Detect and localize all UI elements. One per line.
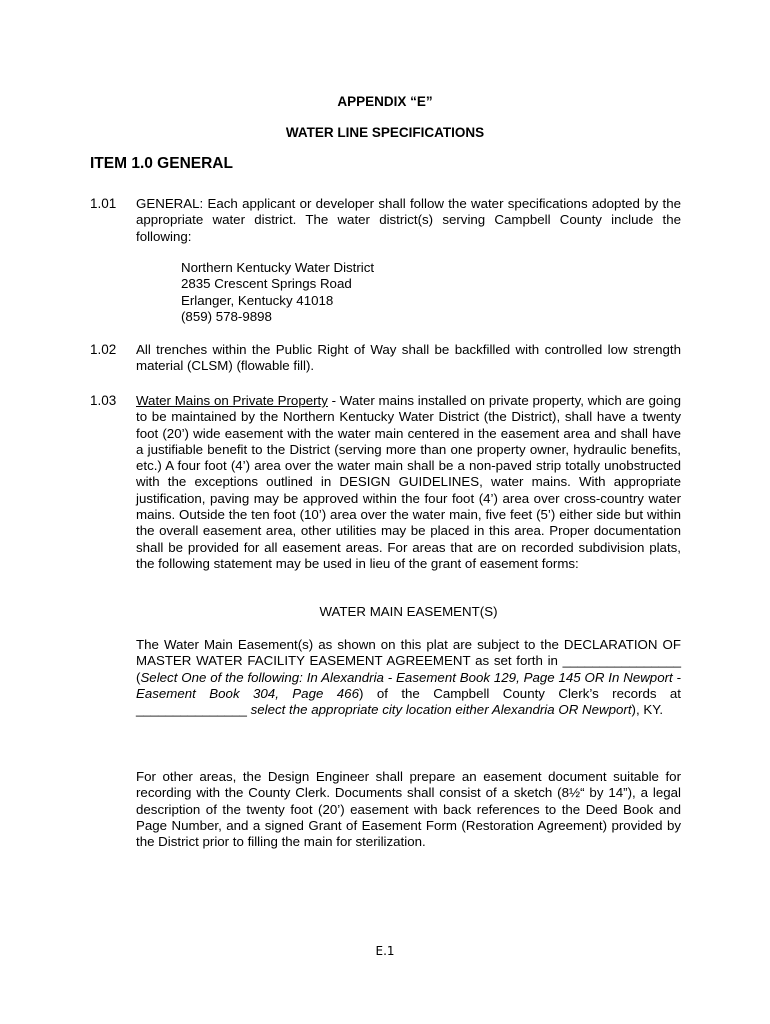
section-1-03-text (136, 393, 681, 572)
district-address (181, 260, 374, 325)
easement-city-options: select the appropriate city location either Alexandria OR Newport (246, 702, 632, 718)
appendix-heading: APPENDIX “E” (337, 94, 433, 109)
easement-heading: WATER MAIN EASEMENT(S) (319, 604, 498, 619)
easement-blank-1: ________________ (562, 653, 681, 669)
page-number: E.1 (375, 944, 395, 958)
section-1-03-body: - Water mains installed on private property, which are going to be maintained by the Northern Kentucky Water District (the District), shall have a twenty foot (20’) wide easement with the water main centered in the easement area and shall have a justifiable benefit to the District (serving more than one property owner, hydraulic benefits, etc.) A four foot (4’) area over the water main shall be a non-paved strip totally unobstructed with the exceptions outlined in DESIGN GUIDELINES, water mains. With appropriate justification, paving may be approved within the four foot (4’) area over cross-country water mains. Outside the ten foot (10’) area over the water main, five feet (5’) either side but within the overall easement area, other utilities may be placed in this area. Proper documentation shall be provided for all easement areas. For areas that are on recorded subdivision plats, the following statement may be used in lieu of the grant of easement forms: (136, 393, 681, 571)
section-number-1-02: 1.02 (90, 342, 117, 357)
easement-blank-2: _______________ (136, 702, 247, 718)
document-title: WATER LINE SPECIFICATIONS (285, 125, 485, 140)
address-line-phone: (859) 578-9898 (181, 308, 272, 324)
easement-statement (136, 637, 681, 718)
section-1-02-text: All trenches within the Public Right of Way shall be backfilled with controlled low strength material (CLSM) (flowable fill). (136, 342, 681, 374)
section-1-01-text: GENERAL: Each applicant or developer shall follow the water specifications adopted by the appropriate water district. The water district(s) serving Campbell County include the following: (136, 196, 681, 244)
easement-part-4: ), KY. (631, 702, 664, 718)
easement-part-1: The Water Main Easement(s) as shown on this plat are subject to the DECLARATION OF MASTER WATER FACILITY EASEMENT AGREEMENT as set forth in (136, 637, 681, 669)
easement-book-options: Select One of the following: In Alexandria - Easement Book 129, Page 145 OR In Newport - Easement Book 304, Page 466 (136, 669, 681, 701)
section-number-1-03: 1.03 (90, 393, 117, 408)
easement-part-3: ) of the Campbell County Clerk’s records at (358, 685, 681, 701)
item-heading: ITEM 1.0 GENERAL (90, 155, 233, 172)
address-line-city: Erlanger, Kentucky 41018 (181, 292, 334, 308)
section-1-03-heading: Water Mains on Private Property (136, 393, 328, 408)
other-areas-text: For other areas, the Design Engineer shall prepare an easement document suitable for recording with the County Clerk. Documents shall consist of a sketch (8½“ by 14”), a legal description of the twenty foot (20’) easement with back references to the Deed Book and Page Number, and a signed Grant of Easement Form (Restoration Agreement) provided by the District prior to filling the main for sterilization. (136, 769, 681, 850)
address-line-name: Northern Kentucky Water District (181, 260, 375, 275)
section-number-1-01: 1.01 (90, 196, 117, 211)
easement-part-2: ( (136, 669, 141, 685)
address-line-street: 2835 Crescent Springs Road (181, 276, 352, 292)
